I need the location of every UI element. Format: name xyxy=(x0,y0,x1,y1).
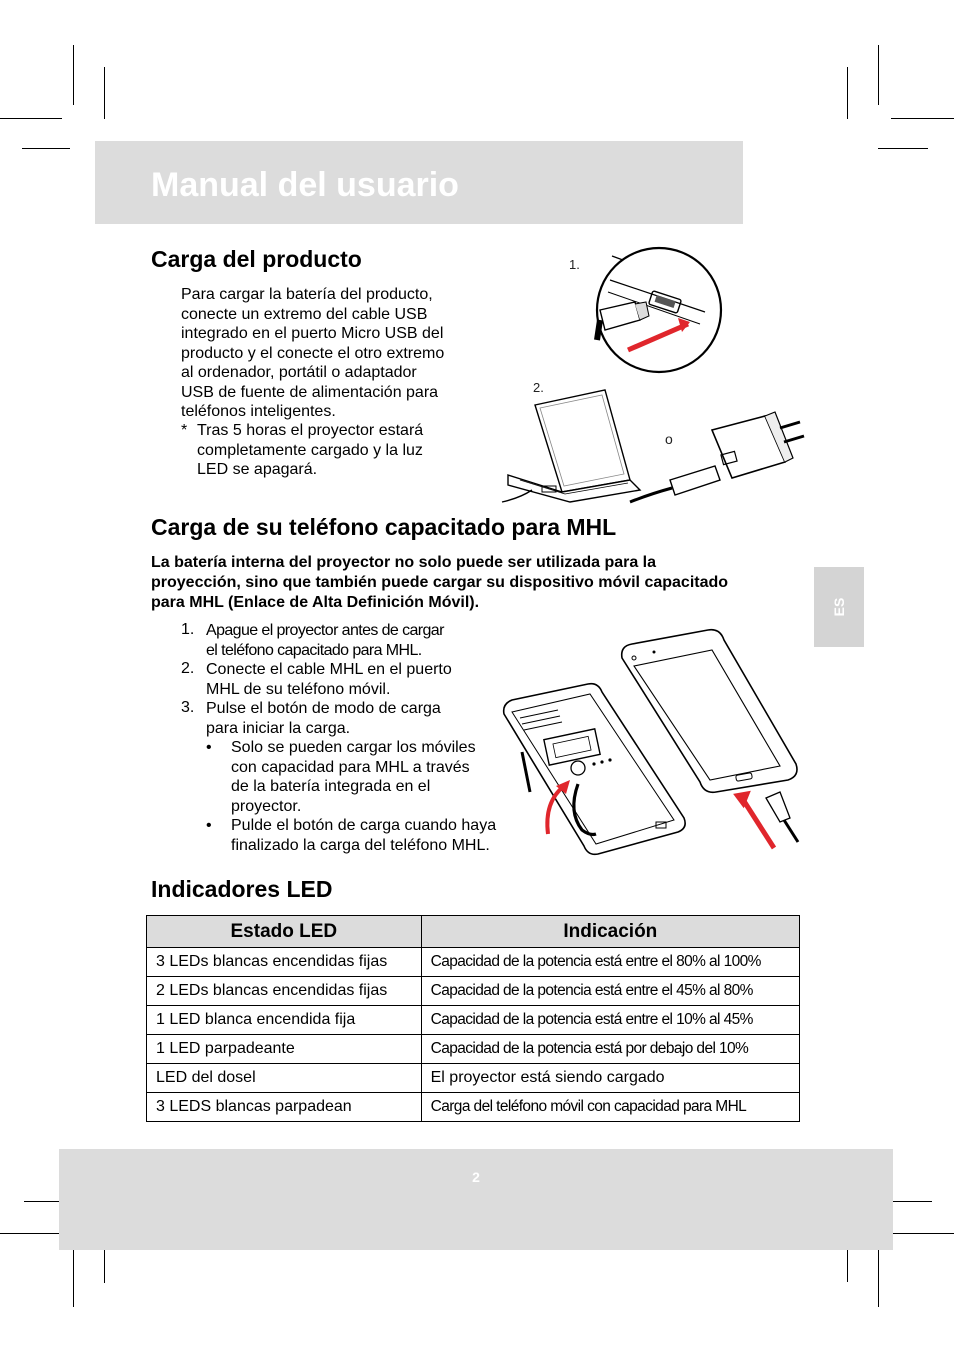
step-number: 1. xyxy=(181,621,195,638)
footer-band xyxy=(59,1149,893,1250)
text-line: producto y el conecte el otro extremo xyxy=(181,344,445,362)
crop-mark xyxy=(891,1233,954,1234)
text-line: completamente cargado y la luz xyxy=(197,441,423,459)
step-text xyxy=(206,660,452,699)
crop-mark xyxy=(878,45,879,105)
text-line: proyección, sino que también puede cargar su dispositivo móvil capacitado xyxy=(151,574,729,591)
text-line: para iniciar la carga. xyxy=(206,719,351,737)
bullet-text xyxy=(231,816,496,855)
text-line: finalizado la carga del teléfono MHL. xyxy=(231,836,490,854)
table-cell: Capacidad de la potencia está entre el 45% al 80% xyxy=(421,977,799,1006)
table-cell: El proyector está siendo cargado xyxy=(421,1064,799,1093)
text-line: el teléfono capacitado para MHL. xyxy=(206,641,422,659)
table-cell: Carga del teléfono móvil con capacidad para MHL xyxy=(421,1093,799,1122)
text-line: USB de fuente de alimentación para xyxy=(181,383,439,401)
mhl-charging-illustration xyxy=(498,622,808,862)
table-cell: 1 LED blanca encendida fija xyxy=(147,1006,422,1035)
crop-mark xyxy=(0,1233,62,1234)
text-line: teléfonos inteligentes. xyxy=(181,403,336,420)
section-title-led: Indicadores LED xyxy=(151,876,333,902)
text-line: conecte un extremo del cable USB xyxy=(181,305,428,323)
crop-mark xyxy=(891,118,954,119)
led-indicator-table xyxy=(146,915,800,1122)
text-line: al ordenador, portátil o adaptador xyxy=(181,364,417,381)
page-number: 2 xyxy=(472,1169,480,1185)
text-line: Conecte el cable MHL en el puerto xyxy=(206,661,452,678)
bullet-marker: • xyxy=(206,739,212,756)
text-line: Solo se pueden cargar los móviles xyxy=(231,739,476,756)
text-line: de la batería integrada en el xyxy=(231,778,431,795)
language-tab xyxy=(814,567,864,647)
step-text xyxy=(206,699,441,738)
figure-step-1-label: 1. xyxy=(569,257,580,272)
text-line: MHL de su teléfono móvil. xyxy=(206,680,391,698)
figure-or-label: o xyxy=(665,431,673,447)
crop-mark xyxy=(104,67,105,119)
crop-mark xyxy=(847,67,848,119)
bullet-marker: • xyxy=(206,817,212,834)
crop-mark xyxy=(22,148,70,149)
text-line: Para cargar la batería del producto, xyxy=(181,286,433,303)
note-marker: * xyxy=(181,422,188,439)
text-line: Apague el proyector antes de cargar xyxy=(206,622,444,639)
text-line: La batería interna del proyector no solo puede ser utilizada para la xyxy=(151,554,657,571)
table-row xyxy=(147,1035,800,1064)
table-row xyxy=(147,1093,800,1122)
table-cell: LED del dosel xyxy=(147,1064,422,1093)
figure-step-2-label: 2. xyxy=(533,380,544,395)
crop-mark xyxy=(878,148,928,149)
table-cell: 3 LEDS blancas parpadean xyxy=(147,1093,422,1122)
mhl-intro xyxy=(151,553,801,613)
crop-mark xyxy=(73,1250,74,1307)
column-header: Estado LED xyxy=(147,916,422,948)
text-line: para MHL (Enlace de Alta Definición Móvil). xyxy=(151,594,480,611)
column-header: Indicación xyxy=(421,916,799,948)
table-header-row xyxy=(147,916,800,948)
section-title-mhl: Carga de su teléfono capacitado para MHL xyxy=(151,514,617,540)
text-line: LED se apagará. xyxy=(197,461,318,478)
table-row xyxy=(147,1064,800,1093)
step-text xyxy=(206,621,444,660)
table-cell: Capacidad de la potencia está por debajo del 10% xyxy=(421,1035,799,1064)
crop-mark xyxy=(73,45,74,105)
usb-charging-illustration xyxy=(500,240,810,510)
text-line: Pulse el botón de modo de carga xyxy=(206,700,441,717)
table-cell: 2 LEDs blancas encendidas fijas xyxy=(147,977,422,1006)
language-tab-label: ES xyxy=(831,597,847,617)
charging-note xyxy=(197,421,487,480)
text-line: integrado en el puerto Micro USB del xyxy=(181,325,444,342)
text-line: Pulde el botón de carga cuando haya xyxy=(231,817,497,834)
text-line: con capacidad para MHL a través xyxy=(231,758,470,776)
table-row xyxy=(147,977,800,1006)
step-number: 2. xyxy=(181,660,195,677)
text-line: Tras 5 horas el proyector estará xyxy=(197,422,424,439)
table-cell: 3 LEDs blancas encendidas fijas xyxy=(147,948,422,977)
crop-mark xyxy=(0,118,62,119)
table-cell: Capacidad de la potencia está entre el 80% al 100% xyxy=(421,948,799,977)
table-row xyxy=(147,1006,800,1035)
table-cell: Capacidad de la potencia está entre el 10% al 45% xyxy=(421,1006,799,1035)
step-number: 3. xyxy=(181,699,195,716)
bullet-text xyxy=(231,738,476,816)
crop-mark xyxy=(878,1250,879,1307)
charging-paragraph xyxy=(181,285,501,422)
section-title-charging: Carga del producto xyxy=(151,246,362,272)
table-row xyxy=(147,948,800,977)
table-cell: 1 LED parpadeante xyxy=(147,1035,422,1064)
page-title: Manual del usuario xyxy=(151,166,459,204)
text-line: proyector. xyxy=(231,797,302,815)
